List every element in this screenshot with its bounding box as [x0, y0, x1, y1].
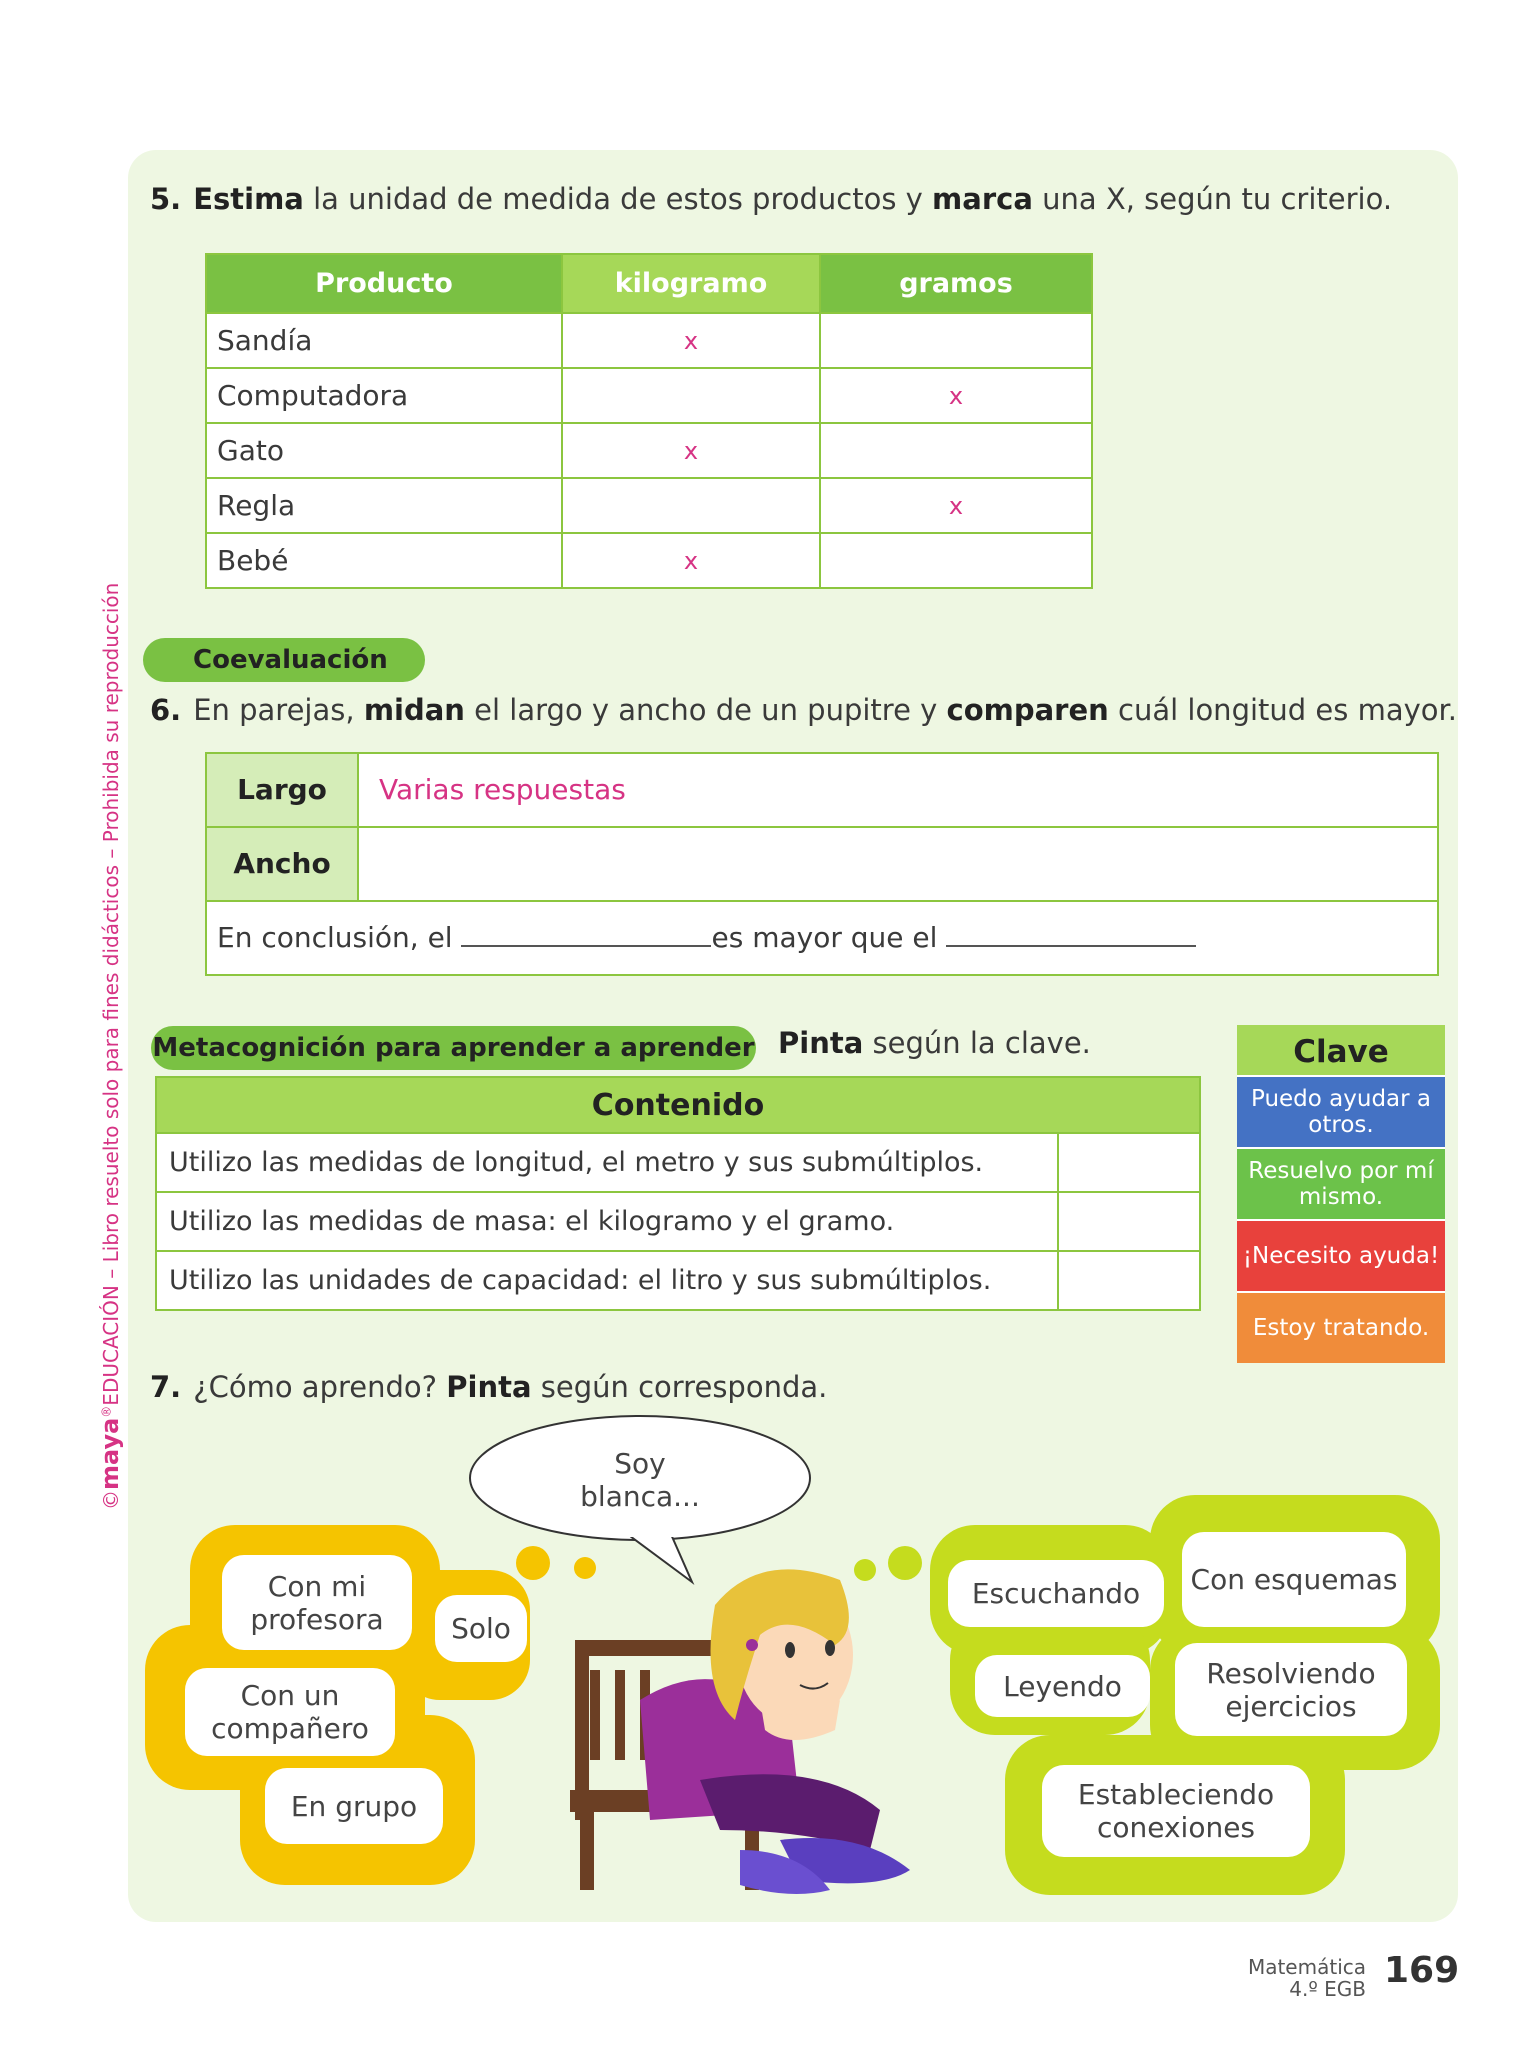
content-item: Utilizo las unidades de capacidad: el litro y sus submúltiplos. — [156, 1251, 1058, 1310]
footer-subject: Matemática — [1247, 1955, 1366, 1979]
option-con-un-companero[interactable]: Con un compañero — [185, 1668, 395, 1756]
meta-instruction: Pinta según la clave. — [778, 1026, 1091, 1060]
product-unit-table — [205, 253, 1093, 589]
header-producto: Producto — [206, 254, 562, 313]
key-estoy-tratando: Estoy tratando. — [1237, 1291, 1445, 1363]
product-name: Computadora — [206, 368, 562, 423]
table-row — [156, 1133, 1200, 1192]
kg-mark-cell[interactable] — [562, 368, 820, 423]
largo-label: Largo — [207, 754, 357, 826]
option-leyendo[interactable]: Leyendo — [975, 1655, 1150, 1717]
clave-legend — [1237, 1025, 1445, 1363]
header-gramos: gramos — [820, 254, 1092, 313]
thought-dot — [516, 1546, 550, 1580]
table-row — [206, 368, 1092, 423]
option-solo[interactable]: Solo — [435, 1595, 527, 1662]
metacognicion-label: Metacognición para aprender a aprender — [151, 1026, 756, 1070]
page-number: 169 — [1384, 1950, 1460, 1991]
maya-logo: maya — [96, 1417, 124, 1490]
footer-grade: 4.º EGB — [1289, 1977, 1366, 2001]
divider — [357, 754, 359, 900]
table-row — [206, 533, 1092, 588]
measure-box — [205, 752, 1439, 976]
q6-prompt: 6. En parejas, midan el largo y ancho de un pupitre y comparen cuál longitud es mayor. — [150, 693, 1457, 727]
g-mark-cell[interactable]: x — [820, 478, 1092, 533]
table-row — [156, 1192, 1200, 1251]
kg-mark-cell[interactable]: x — [562, 423, 820, 478]
table-row — [156, 1251, 1200, 1310]
key-puedo-ayudar: Puedo ayudar a otros. — [1237, 1075, 1445, 1147]
answer-blank-1[interactable] — [461, 921, 711, 947]
g-mark-cell[interactable] — [820, 533, 1092, 588]
conclusion-line: En conclusión, el es mayor que el — [217, 902, 1196, 974]
metacognition-table — [155, 1076, 1201, 1311]
option-en-grupo[interactable]: En grupo — [265, 1768, 443, 1844]
kg-mark-cell[interactable] — [562, 478, 820, 533]
key-resuelvo: Resuelvo por mí mismo. — [1237, 1147, 1445, 1219]
g-mark-cell[interactable] — [820, 313, 1092, 368]
table-header-row — [156, 1077, 1200, 1133]
product-name: Sandía — [206, 313, 562, 368]
option-estableciendo-conexiones[interactable]: Estableciendo conexiones — [1042, 1765, 1310, 1857]
content-item: Utilizo las medidas de longitud, el metro y sus submúltiplos. — [156, 1133, 1058, 1192]
option-resolviendo-ejercicios[interactable]: Resolviendo ejercicios — [1175, 1643, 1407, 1736]
content-item: Utilizo las medidas de masa: el kilogramo y el gramo. — [156, 1192, 1058, 1251]
option-con-esquemas[interactable]: Con esquemas — [1182, 1532, 1406, 1627]
g-mark-cell[interactable] — [820, 423, 1092, 478]
key-necesito-ayuda: ¡Necesito ayuda! — [1237, 1219, 1445, 1291]
g-mark-cell[interactable]: x — [820, 368, 1092, 423]
girl-figure — [640, 1569, 910, 1894]
thought-dot — [888, 1546, 922, 1580]
product-name: Bebé — [206, 533, 562, 588]
divider — [207, 826, 1437, 828]
largo-value[interactable]: Varias respuestas — [379, 773, 626, 806]
coevaluacion-label: Coevaluación — [143, 638, 425, 682]
side-copyright-note: ©maya®EDUCACIÓN – Libro resuelto solo para fines didácticos – Prohibida su reproducción — [96, 582, 124, 1510]
thought-dot — [574, 1557, 596, 1579]
q5-prompt: 5. Estima la unidad de medida de estos productos y marca una X, según tu criterio. — [150, 182, 1393, 216]
table-row — [206, 423, 1092, 478]
header-kilogramo: kilogramo — [562, 254, 820, 313]
table-row — [206, 478, 1092, 533]
answer-blank-2[interactable] — [946, 921, 1196, 947]
paint-cell[interactable] — [1058, 1133, 1200, 1192]
header-contenido: Contenido — [156, 1077, 1200, 1133]
clave-title: Clave — [1237, 1025, 1445, 1075]
paint-cell[interactable] — [1058, 1192, 1200, 1251]
kg-mark-cell[interactable]: x — [562, 533, 820, 588]
paint-cell[interactable] — [1058, 1251, 1200, 1310]
product-name: Regla — [206, 478, 562, 533]
option-escuchando[interactable]: Escuchando — [948, 1560, 1164, 1627]
ancho-label: Ancho — [207, 828, 357, 900]
q7-prompt: 7. ¿Cómo aprendo? Pinta según corresponda. — [150, 1370, 828, 1404]
option-con-mi-profesora[interactable]: Con mi profesora — [222, 1555, 412, 1650]
table-header-row — [206, 254, 1092, 313]
table-row — [206, 313, 1092, 368]
thought-dot — [854, 1559, 876, 1581]
product-name: Gato — [206, 423, 562, 478]
speech-text: Soy blanca... — [580, 1447, 700, 1513]
kg-mark-cell[interactable]: x — [562, 313, 820, 368]
